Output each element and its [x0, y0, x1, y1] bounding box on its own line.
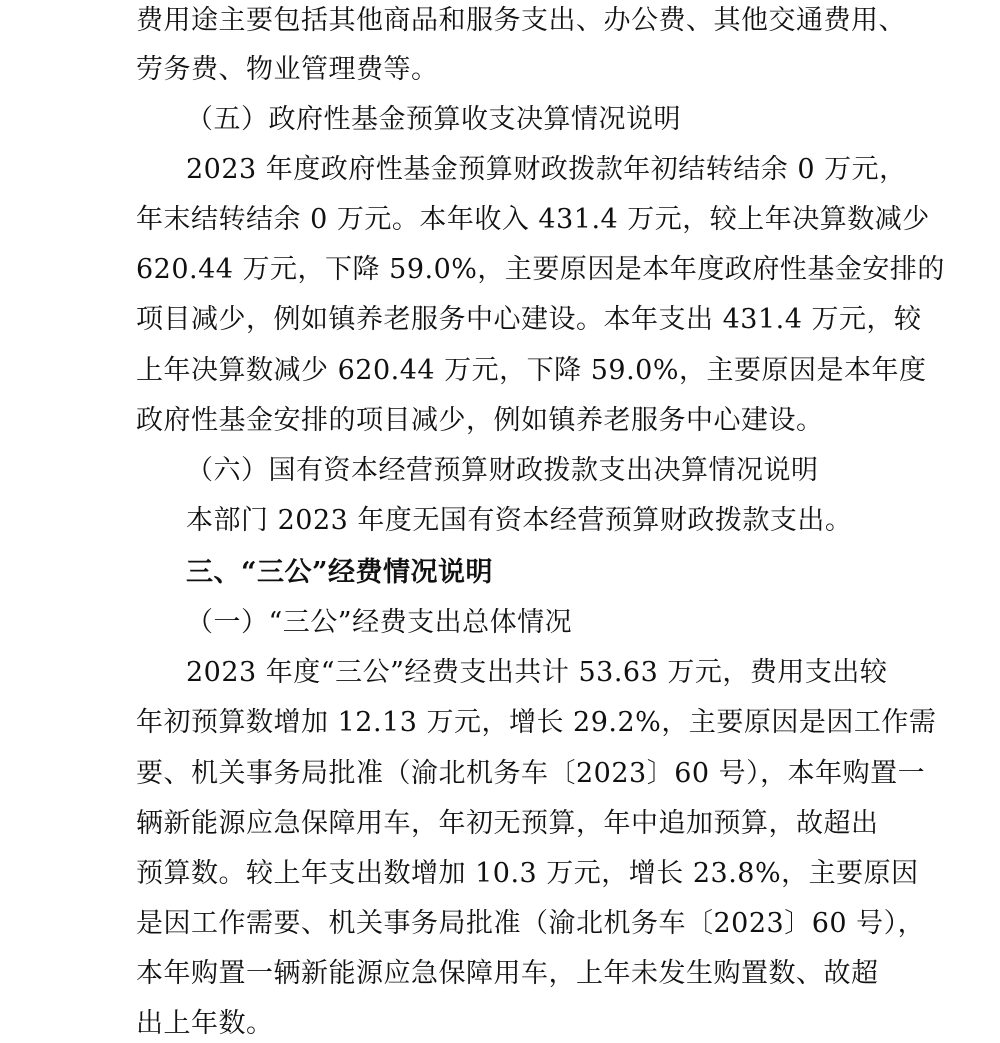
body-text-line: 年初预算数增加 12.13 万元，增长 29.2%，主要原因是因工作需 [136, 707, 937, 738]
body-text-line: 预算数。较上年支出数增加 10.3 万元，增长 23.8%，主要原因 [136, 858, 919, 889]
body-text-line: 本年购置一辆新能源应急保障用车，上年未发生购置数、故超 [136, 958, 879, 989]
body-text-line: 辆新能源应急保障用车，年初无预算，年中追加预算，故超出 [136, 808, 879, 839]
body-text-line: 劳务费、物业管理费等。 [136, 54, 439, 85]
body-text-line: 政府性基金安排的项目减少，例如镇养老服务中心建设。 [136, 405, 824, 436]
body-text-line: 费用途主要包括其他商品和服务支出、办公费、其他交通费用、 [136, 5, 906, 36]
body-text-line: 要、机关事务局批准（渝北机务车〔2023〕60 号），本年购置一 [136, 758, 926, 789]
body-text-line: 本部门 2023 年度无国有资本经营预算财政拨款支出。 [186, 505, 853, 536]
body-text-line: 出上年数。 [136, 1008, 274, 1039]
chapter-heading-3: 三、“三公”经费情况说明 [186, 557, 494, 588]
body-text-line: 项目减少，例如镇养老服务中心建设。本年支出 431.4 万元，较 [136, 304, 922, 335]
body-text-line: 620.44 万元，下降 59.0%，主要原因是本年度政府性基金安排的 [136, 254, 945, 285]
section-heading-6: （六）国有资本经营预算财政拨款支出决算情况说明 [186, 455, 819, 486]
body-text-line: 2023 年度政府性基金预算财政拨款年初结转结余 0 万元， [186, 154, 907, 185]
body-text-line: 2023 年度“三公”经费支出共计 53.63 万元，费用支出较 [186, 657, 888, 688]
section-heading-5: （五）政府性基金预算收支决算情况说明 [186, 104, 681, 135]
body-text-line: 上年决算数减少 620.44 万元，下降 59.0%，主要原因是本年度 [136, 355, 927, 386]
body-text-line: 是因工作需要、机关事务局批准（渝北机务车〔2023〕60 号）， [136, 908, 926, 939]
body-text-line: 年末结转结余 0 万元。本年收入 431.4 万元，较上年决算数减少 [136, 204, 930, 235]
subsection-heading-1: （一）“三公”经费支出总体情况 [186, 607, 573, 638]
